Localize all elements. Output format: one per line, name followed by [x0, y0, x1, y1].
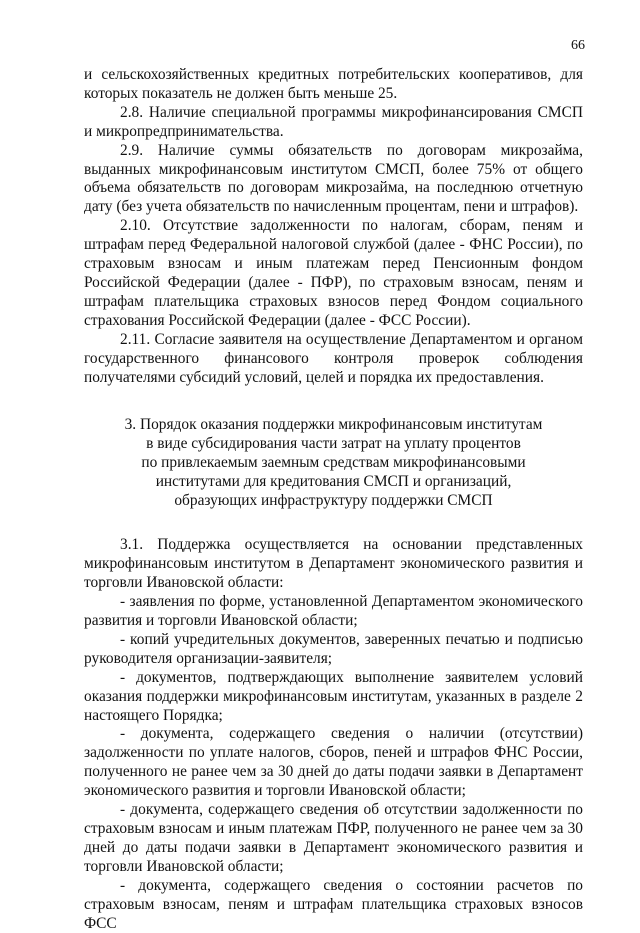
- page-number: 66: [571, 38, 585, 53]
- paragraph-3-1: 3.1. Поддержка осуществляется на основании представленных микрофинансовым институтом в Департамент экономического развития и торговли Ивановской области:: [84, 536, 583, 592]
- document-body: [84, 66, 583, 933]
- list-item-application: - заявления по форме, установленной Департаментом экономического развития и торговли Ивановской области;: [84, 593, 583, 630]
- section-3-heading: [84, 415, 583, 510]
- list-item-fss-doc: - документа, содержащего сведения о состоянии расчетов по страховым взносам, пеням и штрафам плательщика страховых взносов ФСС: [84, 876, 583, 932]
- paragraph-2-8: 2.8. Наличие специальной программы микрофинансирования СМСП и микропредпринимательства.: [84, 103, 583, 140]
- paragraph-2-10: 2.10. Отсутствие задолженности по налогам, сборам, пеням и штрафам перед Федеральной налоговой службой (далее - ФНС России), по страховым взносам и иным платежам перед Пенсионным фондом Российской Федерации (далее - ПФР), по страховым взносам, пеням и штрафам плательщика страховых взносов перед Фондом социального страхования Российской Федерации (далее - ФСС России).: [84, 217, 583, 329]
- section-heading-line: по привлекаемым заемным средствам микрофинансовыми: [141, 454, 526, 472]
- list-item-founding-docs: - копий учредительных документов, заверенных печатью и подписью руководителя организации-заявителя;: [84, 630, 583, 667]
- section-heading-line: институтами для кредитования СМСП и организаций,: [155, 473, 512, 491]
- list-item-conditions-docs: - документов, подтверждающих выполнение заявителем условий оказания поддержки микрофинансовым институтам, указанных в разделе 2 настоящего Порядка;: [84, 668, 583, 724]
- section-heading-line: 3. Порядок оказания поддержки микрофинансовым институтам: [124, 416, 543, 434]
- paragraph-2-11: 2.11. Согласие заявителя на осуществление Департаментом и органом государственного финансового контроля проверок соблюдения получателями субсидий условий, целей и порядка их предоставления.: [84, 330, 583, 386]
- section-heading-line: в виде субсидирования части затрат на уплату процентов: [146, 435, 521, 453]
- list-item-pfr-debt-doc: - документа, содержащего сведения об отсутствии задолженности по страховым взносам и иным платежам ПФР, полученного не ранее чем за 30 дней до даты подачи заявки в Департамент экономического развития и торговли Ивановской области;: [84, 801, 583, 875]
- section-heading-line: образующих инфраструктуру поддержки СМСП: [174, 492, 493, 510]
- paragraph-2-9: 2.9. Наличие суммы обязательств по договорам микрозайма, выданных микрофинансовым институтом СМСП, более 75% от общего объема обязательств по договорам микрозайма, на последнюю отчетную дату (без учета обязательств по начисленным процентам, пени и штрафов).: [84, 141, 583, 216]
- list-item-tax-debt-doc: - документа, содержащего сведения о наличии (отсутствии) задолженности по уплате налогов, сборов, пеней и штрафов ФНС России, полученного не ранее чем за 30 дней до даты подачи заявки в Департамент экономического развития и торговли Ивановской области;: [84, 725, 583, 800]
- paragraph-continuation: и сельскохозяйственных кредитных потребительских кооперативов, для которых показатель не должен быть меньше 25.: [84, 66, 583, 102]
